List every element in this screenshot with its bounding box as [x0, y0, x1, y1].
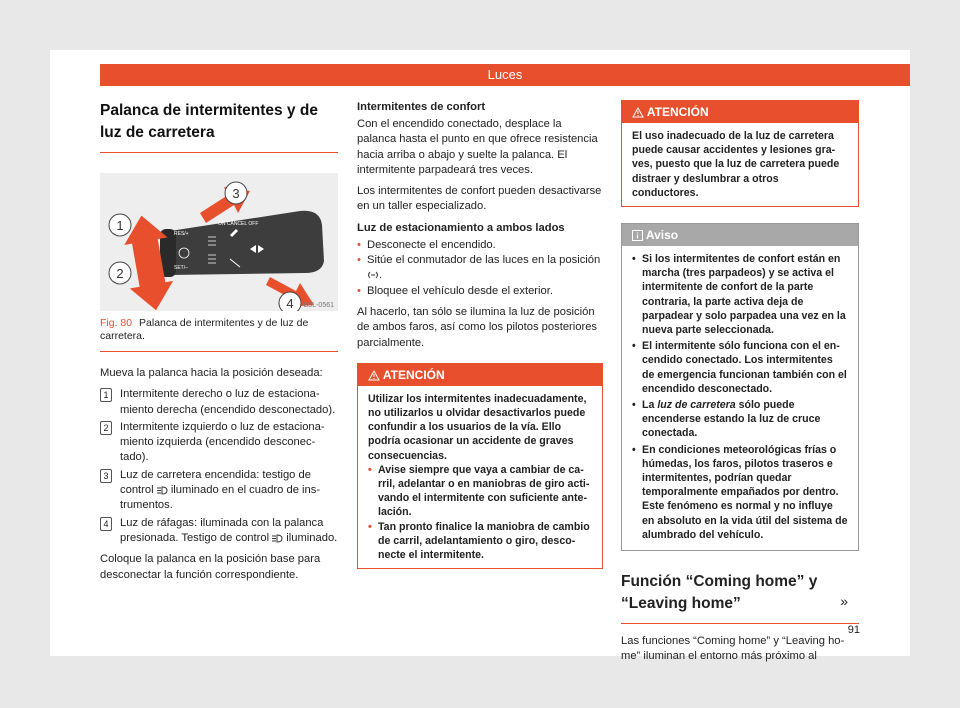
- figure-label-3: 3: [232, 186, 240, 201]
- warning-text: El uso inadecuado de la luz de carretera puede causar accidentes y lesiones graves, puesto que la luz de carretera puede distraer y deslumbrar a otros conductores.: [632, 130, 840, 199]
- warning-title: ATENCIÓN: [646, 105, 709, 119]
- page: [50, 50, 910, 663]
- list-item: • Bloquee el vehículo desde el exterior.: [357, 284, 603, 299]
- lever-text-cancel: ON CANCEL OFF: [218, 221, 259, 227]
- item-text: Luz de carretera encendida: testigo de control: [120, 468, 311, 497]
- note-header: [622, 224, 858, 246]
- list-item: • Sitúe el conmutador de las luces en la posición .: [357, 253, 603, 284]
- info-icon: [632, 230, 643, 241]
- figure-label-4: 4: [286, 296, 294, 311]
- paragraph: Al hacerlo, tan sólo se ilumina la luz de posición de ambos faros, así como los pilotos posteriores parcialmente.: [357, 305, 598, 349]
- column-middle: [357, 100, 603, 569]
- continued-marker: »: [840, 593, 848, 609]
- note-box: [621, 223, 859, 551]
- paragraph: Las funciones “Coming home” y “Leaving home” iluminan el entorno más próximo al: [621, 635, 845, 663]
- caption-text: Palanca de intermitentes y de luz de carretera.: [100, 317, 309, 342]
- note-bullet: • En condiciones meteorológicas frías o húmedas, los faros, pilotos traseros e intermitentes, podrían quedar temporalmente empañados por dentro. Este fenómeno es normal y no influye en absoluto en la vida útil del sistema de alumbrado del vehículo.: [632, 443, 848, 542]
- note-text: sólo puede encenderse estando la luz de cruce conectada.: [642, 399, 821, 440]
- note-body: [622, 246, 858, 550]
- warning-header: [622, 101, 858, 123]
- figure-label-1: 1: [116, 218, 124, 233]
- list-item: • Desconecte el encendido.: [357, 238, 603, 253]
- page-number: 91: [847, 624, 860, 636]
- item-number: 3: [100, 469, 112, 483]
- lever-text-set: SET/–: [174, 265, 188, 271]
- item-number: 1: [100, 388, 112, 402]
- figure-code: B5L-0561: [303, 302, 334, 309]
- note-bullet: • Si los intermitentes de confort están en marcha (tres parpadeos) y se activa el intermitente de confort de la parte contraria, la parte activa deja de parpadear y solo parpadea una vez en la nueva parte seleccionada.: [632, 252, 848, 337]
- parking-steps: [357, 238, 603, 299]
- warning-title: ATENCIÓN: [382, 367, 445, 382]
- subheading-confort: Intermitentes de confort: [357, 101, 486, 113]
- lever-text-res: RES/+: [174, 231, 189, 237]
- list-item: [100, 387, 338, 418]
- item-number: 2: [100, 421, 112, 435]
- high-beam-icon: [157, 486, 168, 495]
- figure-lever: [100, 173, 338, 311]
- warning-box-intermitentes: [357, 363, 603, 569]
- outro-text: Coloque la palanca en la posición base para desconectar la función correspondiente.: [100, 553, 321, 581]
- section-title: Palanca de intermitentes y de luz de carretera: [100, 100, 338, 153]
- list-item: [100, 468, 338, 514]
- warning-bullet: • Tan pronto finalice la maniobra de cambio de carril, adelantamiento o giro, desconecte el intermitente.: [368, 520, 592, 563]
- intro-text: Mueva la palanca hacia la posición deseada:: [100, 367, 323, 379]
- warning-box-luz-carretera: [621, 100, 859, 207]
- note-title: Aviso: [645, 228, 679, 243]
- list-item: [100, 516, 338, 547]
- item-text: Sitúe el conmutador de las luces en la posición: [367, 254, 601, 267]
- warning-triangle-icon: [368, 370, 380, 381]
- warning-text: Utilizar los intermitentes inadecuadamente, no utilizarlos u olvidar desactivarlos puede confundir a los usuarios de la vía. Ello podría ocasionar un accidente de graves consecuencias.: [368, 392, 587, 462]
- figure-number: Fig. 80: [100, 317, 133, 329]
- warning-body: [358, 386, 602, 568]
- item-text: iluminado.: [286, 531, 338, 544]
- item-text: Intermitente derecho o luz de estacionamiento derecha (encendido desconectado).: [120, 388, 336, 416]
- item-text: iluminado en el cuadro de instrumentos.: [120, 484, 321, 512]
- column-right: [621, 100, 859, 671]
- section-title-coming-home: Función “Coming home” y “Leaving home”: [621, 571, 859, 624]
- position-list: [100, 387, 338, 546]
- parking-light-icon: [367, 271, 379, 279]
- item-text: Intermitente izquierdo o luz de estacionamiento izquierda (encendido desconectado).: [120, 420, 325, 464]
- chapter-header: Luces: [100, 64, 910, 86]
- warning-triangle-icon: [632, 107, 644, 118]
- column-left: [100, 100, 338, 589]
- note-emphasis: luz de carretera: [657, 399, 736, 412]
- note-text: La: [642, 399, 655, 412]
- paragraph: Los intermitentes de confort pueden desactivarse en un taller especializado.: [357, 185, 602, 213]
- note-bullet: • El intermitente sólo funciona con el encendido conectado. Los intermitentes de emergencia funcionan también con el encendido desconectado.: [632, 339, 848, 396]
- lever-illustration: [100, 173, 338, 311]
- list-item: [100, 420, 338, 466]
- figure-caption: [100, 317, 338, 352]
- high-beam-icon: [272, 534, 283, 543]
- item-number: 4: [100, 517, 112, 531]
- warning-header: [358, 364, 602, 386]
- item-text: Luz de ráfagas: iluminada con la palanca presionada. Testigo de control: [120, 516, 324, 544]
- paragraph: Con el encendido conectado, desplace la palanca hasta el punto en que ofrece resistencia hacia arriba o abajo y suelte la palanca. El intermitente parpadeará tres veces.: [357, 118, 598, 176]
- figure-label-2: 2: [116, 266, 124, 281]
- warning-bullet: • Avise siempre que vaya a cambiar de carril, adelantar o en maniobras de giro activando el intermitente con suficiente antelación.: [368, 463, 592, 520]
- subheading-parking: Luz de estacionamiento a ambos lados: [357, 221, 565, 234]
- note-bullet: [632, 398, 848, 441]
